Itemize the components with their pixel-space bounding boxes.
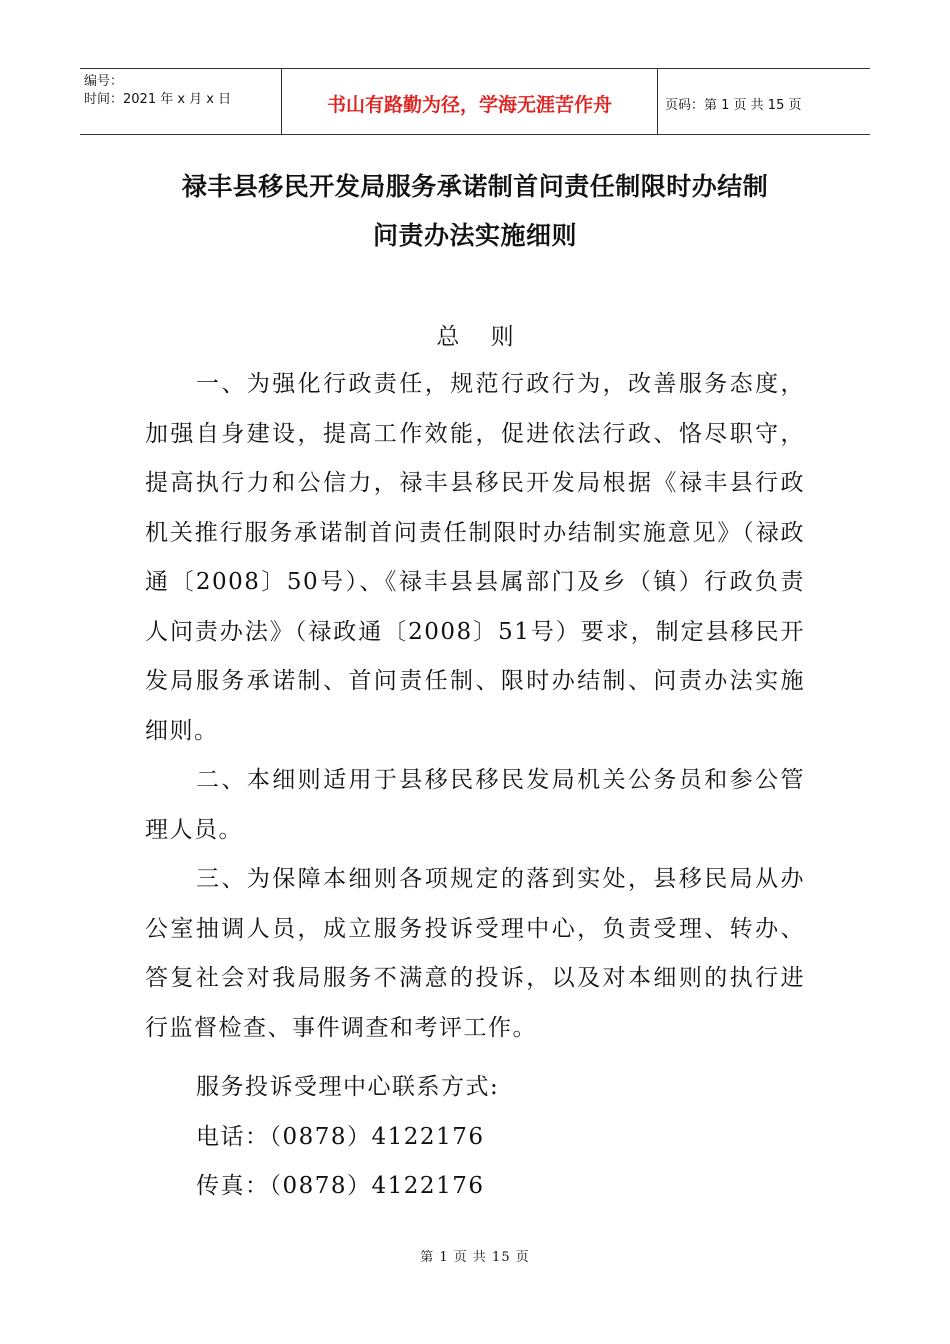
document-title-line-1: 禄丰县移民开发局服务承诺制首问责任制限时办结制 [181, 172, 769, 201]
document-date-label: 时间：2021 年 x 月 x 日 [84, 92, 232, 107]
header-page-cell [658, 69, 870, 134]
paragraph-2: 二、本细则适用于县移民移民发局机关公务员和参公管理人员。 [145, 767, 805, 843]
paragraph-3-block [145, 855, 805, 1053]
paragraph-3: 三、为保障本细则各项规定的落到实处，县移民局从办公室抽调人员，成立服务投诉受理中心，负责受理、转办、答复社会对我局服务不满意的投诉，以及对本细则的执行进行监督检查、事件调查和考评工作。 [145, 866, 805, 1041]
header-meta-cell [80, 69, 282, 134]
page-header-table [80, 68, 870, 135]
paragraph-2-block [145, 756, 805, 855]
paragraph-1: 一、为强化行政责任，规范行政行为，改善服务态度，加强自身建设，提高工作效能，促进依法行政、恪尽职守，提高执行力和公信力，禄丰县移民开发局根据《禄丰县行政机关推行服务承诺制首问责任制限时办结制实施意见》（禄政通〔2008〕50号）、《禄丰县县属部门及乡（镇）行政负责人问责办法》（禄政通〔2008〕51号）要求，制定县移民开发局服务承诺制、首问责任制、限时办结制、问责办法实施细则。 [145, 371, 805, 744]
header-motto: 书山有路勤为径，学海无涯苦作舟 [326, 94, 612, 116]
contact-heading: 服务投诉受理中心联系方式: [196, 1074, 500, 1100]
document-title-line-2: 问责办法实施细则 [372, 221, 577, 250]
paragraph-1-block [145, 360, 805, 756]
document-number-label: 编号： [84, 74, 124, 89]
page-footer: 第 1 页 共 15 页 [420, 1250, 530, 1265]
header-motto-cell [282, 69, 658, 134]
section-heading: 总 则 [436, 324, 526, 350]
contact-fax: 传真：（0878）4122176 [196, 1173, 485, 1199]
contact-phone: 电话：（0878）4122176 [196, 1124, 485, 1150]
header-page-info: 页码：第 1 页 共 15 页 [665, 98, 802, 113]
